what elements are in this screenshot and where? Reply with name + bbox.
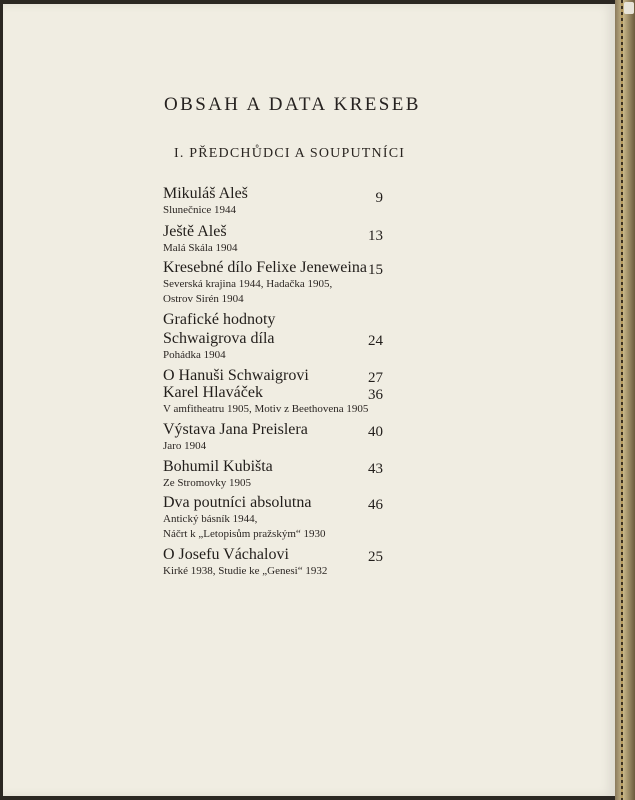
entry-page-number: 40: [368, 424, 383, 440]
entry-drawings: Pohádka 1904: [163, 349, 226, 361]
entry-page-number: 27: [368, 370, 383, 386]
toc-entry: [163, 310, 383, 363]
entry-page-number: 43: [368, 461, 383, 477]
entry-page-number: 36: [368, 387, 383, 403]
entry-drawings: Slunečnice 1944: [163, 204, 237, 216]
entry-title: Kresebné dílo Felixe Jeneweina: [163, 259, 367, 276]
entry-drawings: Ze Stromovky 1905: [163, 477, 251, 489]
entry-title: Grafické hodnoty: [163, 311, 276, 328]
toc-entry: [163, 222, 383, 256]
book-page-edge: [615, 0, 635, 800]
entry-page-number: 15: [368, 262, 383, 278]
entry-title: Bohumil Kubišta: [163, 458, 273, 475]
toc-entry: [163, 493, 383, 542]
corner-mark: [624, 2, 634, 14]
entry-title: Mikuláš Aleš: [163, 185, 248, 202]
page-title: OBSAH A DATA KRESEB: [164, 94, 421, 115]
entry-page-number: 25: [368, 549, 383, 565]
entry-page-number: 13: [368, 228, 383, 244]
toc-entry: [163, 545, 383, 579]
entry-drawings: Jaro 1904: [163, 440, 207, 452]
entry-drawings: Kirké 1938, Studie ke „Genesi“ 1932: [163, 565, 328, 577]
toc-entry: [163, 383, 383, 417]
entry-page-number: 9: [375, 190, 383, 206]
toc-entry: [163, 184, 383, 218]
entry-page-number: 46: [368, 497, 383, 513]
book-page: [3, 4, 615, 796]
entry-drawings: V amfitheatru 1905, Motiv z Beethovena 1905: [163, 403, 369, 415]
entry-title: Karel Hlaváček: [163, 384, 263, 401]
entry-title: Dva poutníci absolutna: [163, 494, 312, 511]
entry-title: Ještě Aleš: [163, 223, 227, 240]
entry-drawings: Malá Skála 1904: [163, 242, 238, 254]
entry-title: O Hanuši Schwaigrovi: [163, 367, 309, 384]
toc-entry: [163, 457, 383, 491]
entry-drawings: Severská krajina 1944, Hadačka 1905,: [163, 278, 333, 290]
toc-entry: [163, 258, 383, 307]
entry-drawings: Antický básník 1944,: [163, 513, 258, 525]
entry-title: O Josefu Váchalovi: [163, 546, 289, 563]
toc-entry: [163, 420, 383, 454]
entry-drawings: Ostrov Sirén 1904: [163, 293, 244, 305]
section-heading: I. PŘEDCHŮDCI A SOUPUTNÍCI: [174, 146, 406, 161]
entry-title-continued: Schwaigrova díla: [163, 330, 275, 347]
entry-title: Výstava Jana Preislera: [163, 421, 308, 438]
entry-page-number: 24: [368, 333, 383, 349]
entry-drawings: Náčrt k „Letopisům pražským“ 1930: [163, 528, 326, 540]
